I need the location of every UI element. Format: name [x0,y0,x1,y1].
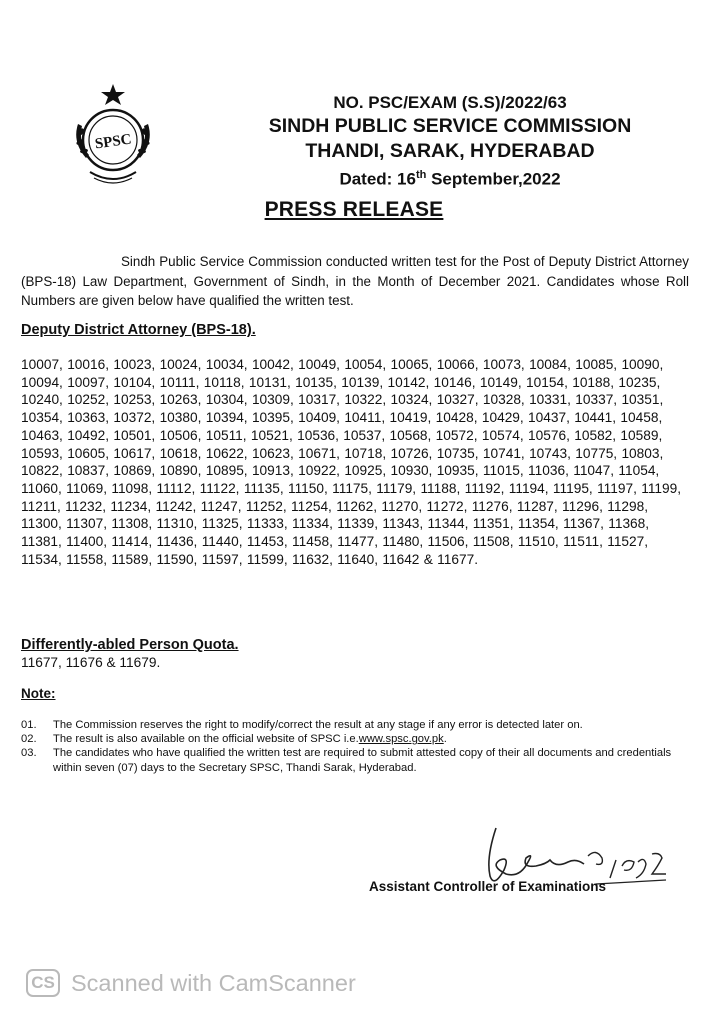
roll-number: 11334, [292,516,333,532]
roll-number: 11333, [246,516,288,532]
roll-number: 11300, [21,516,62,532]
watermark-text: Scanned with CamScanner [71,969,356,996]
roll-number: 11298, [607,498,649,514]
roll-number: 11287, [516,498,558,514]
roll-number: 11195, [552,480,593,496]
roll-number: 11307, [66,516,108,532]
roll-number: 10458, [620,410,663,426]
roll-number: 11054, [618,463,660,479]
roll-number: 11642 & [382,551,433,567]
roll-number: 11597, [201,551,243,567]
roll-number: 10576, [528,427,570,443]
roll-number: 11270, [381,498,423,514]
roll-number: 11015, [482,463,524,479]
roll-number: 11060, [21,480,62,496]
roll-number: 10437, [528,410,570,426]
roll-number: 10139, [341,374,384,390]
roll-number: 10042, [251,357,294,372]
roll-number: 10568, [389,427,432,443]
roll-number: 10935, [436,463,479,479]
roll-number: 11354, [517,516,559,532]
roll-number: 10537, [343,427,386,443]
roll-number: 10118, [203,374,245,390]
letterhead [240,91,660,191]
roll-number: 10135, [295,374,337,390]
roll-number: 11254, [291,498,332,514]
roll-number: 11199, [641,480,682,496]
roll-number: 10463, [21,427,63,443]
roll-number: 10322, [344,392,387,408]
roll-number: 11640, [337,551,379,567]
roll-number: 10354, [21,410,63,426]
roll-number: 11343, [382,516,424,532]
roll-number: 11344, [427,516,469,532]
roll-number: 11325, [201,516,243,532]
roll-number: 10328, [482,392,525,408]
roll-number: 11296, [562,498,603,514]
roll-number: 10146, [433,374,476,390]
roll-number: 10605, [67,445,110,461]
roll-number: 10429, [481,410,524,426]
roll-number: 10252, [67,392,110,408]
roll-number: 10024, [159,357,202,372]
roll-number: 10775, [575,445,618,461]
roll-number: 11590, [156,551,198,567]
roll-number: 11179, [376,480,417,496]
roll-number: 10735, [436,445,479,461]
roll-number: 11453, [246,534,288,550]
roll-number: 11272, [426,498,468,514]
roll-number: 10073, [482,357,525,372]
roll-number: 11511, [563,534,603,550]
roll-number: 10304, [205,392,248,408]
logo-star [101,84,125,105]
section-title-quota: Differently-abled Person Quota. [21,637,239,653]
roll-number: 10618, [159,445,202,461]
roll-number: 10372, [113,410,156,426]
roll-number: 10253, [113,392,156,408]
roll-number: 11400, [66,534,108,550]
logo-text: SPSC [93,131,133,153]
roll-number: 11047, [573,463,615,479]
roll-number: 10428, [435,410,478,426]
roll-number: 11194, [508,480,549,496]
roll-number: 10016, [67,357,110,372]
roll-number: 10869, [113,463,156,479]
roll-number: 10142, [387,374,430,390]
note-item: 02. The result is also available on the official website of SPSC i.e.www.spsc.gov.pk. [21,733,447,746]
roll-number: 10890, [159,463,202,479]
roll-number: 10090, [621,357,664,372]
roll-number: 11036, [528,463,569,479]
roll-number: 10895, [205,463,248,479]
roll-number: 11558, [66,551,108,567]
roll-number: 10419, [389,410,432,426]
camscanner-watermark [26,969,356,997]
roll-number: 10154, [526,374,568,390]
reference-number: NO. PSC/EXAM (S.S)/2022/63 [333,93,567,112]
roll-number: 11527, [607,534,649,550]
notes-list [21,718,701,775]
camscanner-logo-icon: CS [26,969,60,997]
roll-number: 11150, [287,480,328,496]
roll-number: 10317, [298,392,340,408]
roll-number: 11480, [382,534,424,550]
roll-number: 10743, [529,445,571,461]
roll-number: 10441, [574,410,617,426]
roll-number: 10240, [21,392,63,408]
roll-number: 10536, [297,427,339,443]
roll-number: 11234, [110,498,152,514]
spsc-website-link[interactable]: www.spsc.gov.pk [358,733,444,746]
roll-number: 10084, [529,357,571,372]
roll-number: 11477, [337,534,379,550]
roll-number: 11339, [337,516,379,532]
roll-number: 10501, [113,427,156,443]
roll-number: 10726, [390,445,433,461]
roll-number: 10822, [21,463,63,479]
roll-number: 11436, [156,534,198,550]
roll-number: 10097, [67,374,110,390]
roll-number: 10593, [21,445,63,461]
roll-number: 10094, [21,374,63,390]
roll-number: 10188, [572,374,615,390]
roll-number: 11351, [472,516,514,532]
roll-number: 11632, [292,551,333,567]
roll-number: 10582, [574,427,617,443]
spsc-logo-icon [64,80,162,190]
roll-number: 11677. [437,551,479,567]
roll-number: 10671, [298,445,340,461]
quota-roll-numbers: 11677, 11676 & 11679. [21,655,161,670]
roll-number: 10511, [205,427,247,443]
roll-number: 11232, [65,498,107,514]
roll-number: 10506, [159,427,202,443]
roll-number: 11458, [292,534,333,550]
roll-number: 10574, [481,427,524,443]
roll-number: 10034, [205,357,248,372]
roll-number: 10411, [344,410,386,426]
signature-title: Assistant Controller of Examinations [369,879,607,894]
roll-number: 10622, [205,445,248,461]
roll-number: 11510, [517,534,559,550]
roll-number: 11276, [471,498,513,514]
roll-number: 11112, [156,480,196,496]
note-item: 03. The candidates who have qualified the written test are required to submit attested copy of their all documents and credentials within seven (07) days to the Secretary SPSC, Thandi Sarak, Hyderabad. [21,747,672,774]
roll-number: 11197, [597,480,637,496]
roll-number-list [21,356,691,568]
roll-number: 10925, [344,463,387,479]
roll-number: 11188, [420,480,461,496]
roll-number: 11367, [563,516,604,532]
roll-number: 10104, [113,374,156,390]
roll-number: 10149, [479,374,522,390]
roll-number: 11098, [111,480,153,496]
roll-number: 11368, [608,516,650,532]
roll-number: 10007, [21,357,63,372]
roll-number: 10324, [390,392,433,408]
section-title-deputy-district-attorney: Deputy District Attorney (BPS-18). [21,322,256,338]
roll-number: 10065, [390,357,433,372]
roll-number: 11310, [156,516,198,532]
page-title: PRESS RELEASE [264,198,444,221]
roll-number: 10131, [248,374,291,390]
organization-address: THANDI, SARAK, HYDERABAD [305,140,595,162]
roll-number: 11069, [66,480,108,496]
roll-number: 10409, [298,410,340,426]
roll-number: 10111, [159,374,200,390]
roll-number: 10395, [251,410,294,426]
roll-number: 11381, [21,534,62,550]
roll-number: 10837, [67,463,110,479]
roll-number: 10327, [436,392,479,408]
roll-number: 10363, [67,410,110,426]
roll-number: 10803, [621,445,664,461]
roll-number: 11440, [201,534,243,550]
roll-number: 10589, [620,427,663,443]
intro-paragraph: Sindh Public Service Commission conducted written test for the Post of Deputy District Attorney (BPS-18) Law Department, Government of Sindh, in the Month of December 2021. Candidates whose Roll Numbers are given below have qualified the written test. [21,254,689,308]
note-title: Note: [21,686,56,701]
note-item: 01. The Commission reserves the right to modify/correct the result at any stage if any error is detected later on. [21,719,583,731]
roll-number: 10380, [159,410,202,426]
roll-number: 11247, [200,498,242,514]
roll-number: 11599, [246,551,288,567]
roll-number: 10023, [113,357,156,372]
roll-number: 11192, [464,480,505,496]
roll-number: 11175, [332,480,372,496]
roll-number: 11262, [336,498,378,514]
roll-number: 10718, [344,445,387,461]
roll-number: 11252, [245,498,287,514]
roll-number: 10913, [251,463,294,479]
roll-number: 10085, [575,357,618,372]
roll-number: 11534, [21,551,62,567]
roll-number: 11589, [111,551,153,567]
roll-number: 10930, [390,463,433,479]
roll-number: 11211, [21,498,61,514]
roll-number: 10054, [344,357,387,372]
roll-number: 10623, [251,445,294,461]
roll-number: 11508, [472,534,514,550]
roll-number: 11122, [199,480,240,496]
document-date: Dated: 16th September,2022 [339,169,561,189]
roll-number: 10572, [435,427,478,443]
roll-number: 10066, [436,357,479,372]
roll-number: 10337, [575,392,618,408]
roll-number: 10331, [529,392,571,408]
roll-number: 11308, [111,516,153,532]
roll-number: 10521, [250,427,293,443]
roll-number: 10741, [482,445,525,461]
roll-number: 11135, [243,480,284,496]
roll-number: 10351, [621,392,664,408]
roll-number: 11506, [427,534,469,550]
roll-number: 10492, [67,427,110,443]
roll-number: 11414, [111,534,153,550]
roll-number: 11242, [155,498,197,514]
roll-number: 10263, [159,392,202,408]
roll-number: 10049, [298,357,340,372]
roll-number: 10309, [251,392,294,408]
roll-number: 10235, [618,374,661,390]
roll-number: 10922, [298,463,340,479]
roll-number: 10617, [113,445,156,461]
organization-name: SINDH PUBLIC SERVICE COMMISSION [268,115,632,137]
roll-number: 10394, [205,410,248,426]
